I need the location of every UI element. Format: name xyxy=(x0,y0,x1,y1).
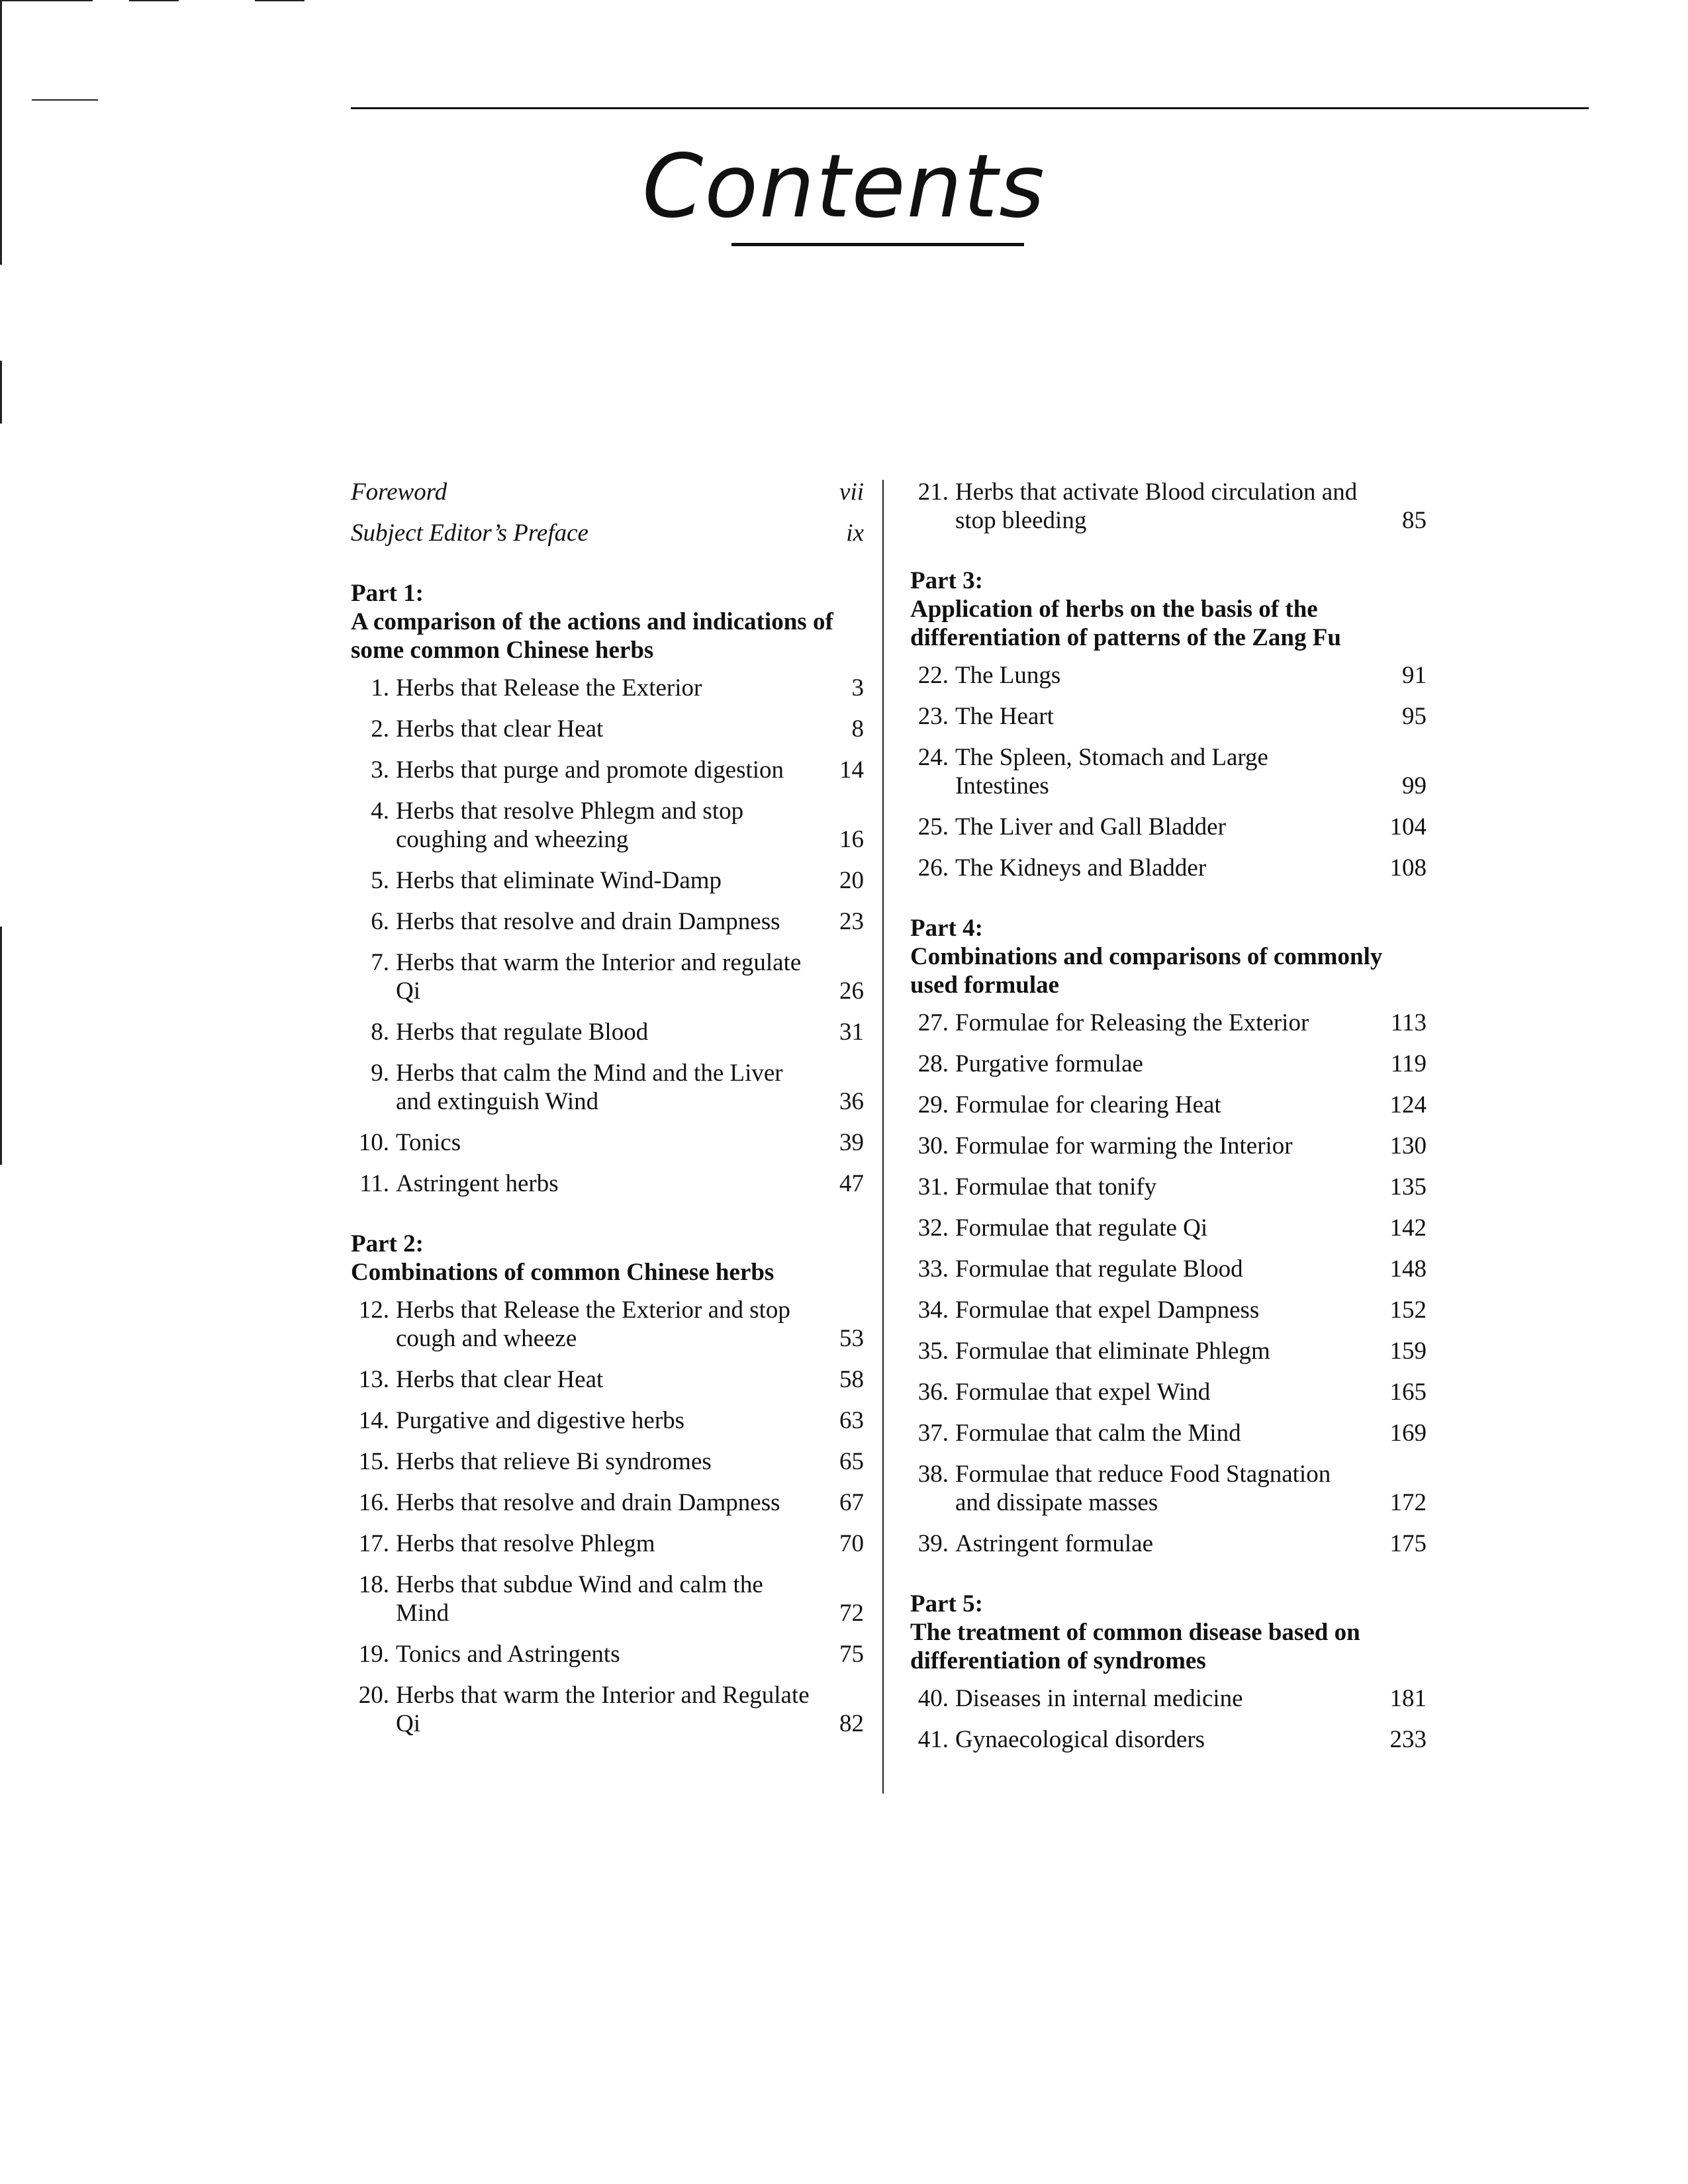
entry-title: Formulae for warming the Interior xyxy=(955,1132,1293,1160)
entry-page: 175 xyxy=(1389,1530,1427,1557)
toc-entry[interactable] xyxy=(910,813,1427,841)
entry-page: 20 xyxy=(839,867,864,894)
entry-title: The Spleen, Stomach and Large Intestines xyxy=(955,744,1268,799)
entry-page: 172 xyxy=(1389,1489,1427,1516)
toc-entry[interactable] xyxy=(351,1365,864,1394)
entry-title: Herbs that clear Heat xyxy=(396,1366,604,1393)
part-label: Part 4: xyxy=(910,915,983,942)
toc-entry[interactable] xyxy=(910,1255,1427,1283)
entry-title: Herbs that resolve Phlegm and stop coughing and wheezing xyxy=(396,797,744,853)
entry-page: 99 xyxy=(1402,772,1427,799)
entry-title: Purgative and digestive herbs xyxy=(396,1407,685,1434)
entry-title: Gynaecological disorders xyxy=(955,1726,1205,1753)
toc-entry[interactable] xyxy=(910,1460,1427,1517)
entry-page: 31 xyxy=(839,1019,864,1046)
entry-page: 70 xyxy=(839,1530,864,1557)
entry-page: 72 xyxy=(839,1600,864,1627)
entry-page: 58 xyxy=(839,1366,864,1393)
scan-edge-mark xyxy=(0,0,93,1)
scan-edge-mark xyxy=(0,927,2,1165)
entry-title: Herbs that clear Heat xyxy=(396,715,604,743)
entry-page: 26 xyxy=(839,978,864,1005)
entry-title: Herbs that regulate Blood xyxy=(396,1019,649,1046)
part-title: A comparison of the actions and indications of some common Chinese herbs xyxy=(351,608,833,664)
entry-page: 159 xyxy=(1389,1338,1427,1365)
entry-title: Astringent herbs xyxy=(396,1170,559,1197)
entry-title: Formulae for clearing Heat xyxy=(955,1091,1221,1118)
toc-entry[interactable] xyxy=(910,1529,1427,1558)
entry-title: Herbs that eliminate Wind-Damp xyxy=(396,867,722,894)
scan-edge-mark xyxy=(255,0,305,1)
entry-title: Astringent formulae xyxy=(955,1530,1153,1557)
toc-entry[interactable] xyxy=(351,797,864,854)
entry-page: 142 xyxy=(1389,1214,1427,1242)
entry-title: Formulae that regulate Qi xyxy=(955,1214,1208,1242)
part-title: Combinations of common Chinese herbs xyxy=(351,1259,774,1286)
entry-number: 27. xyxy=(917,1009,949,1036)
entry-number: 19. xyxy=(358,1641,389,1668)
entry-page: ix xyxy=(846,520,864,547)
entry-number: 2. xyxy=(371,715,389,743)
toc-left-column xyxy=(351,478,864,1751)
part-label: Part 1: xyxy=(351,580,424,607)
entry-number: 4. xyxy=(371,797,389,825)
entry-number: 34. xyxy=(917,1297,949,1324)
entry-number: 37. xyxy=(917,1420,949,1447)
entry-page: 36 xyxy=(839,1088,864,1115)
entry-title: The Heart xyxy=(955,703,1054,730)
entry-page: 113 xyxy=(1390,1009,1427,1036)
entry-number: 38. xyxy=(917,1461,949,1488)
entry-number: 31. xyxy=(917,1173,949,1201)
entry-page: 165 xyxy=(1389,1379,1427,1406)
toc-entry[interactable] xyxy=(351,1640,864,1668)
entry-number: 17. xyxy=(358,1530,389,1557)
entry-number: 20. xyxy=(358,1682,389,1709)
entry-page: 39 xyxy=(839,1129,864,1156)
entry-page: 8 xyxy=(851,715,864,743)
entry-number: 25. xyxy=(917,813,949,841)
toc-entry[interactable] xyxy=(910,1296,1427,1324)
toc-right-column xyxy=(910,478,1427,1766)
entry-page: 75 xyxy=(839,1641,864,1668)
toc-entry[interactable] xyxy=(910,1684,1427,1713)
toc-entry[interactable] xyxy=(910,1725,1427,1754)
entry-page: 91 xyxy=(1402,662,1427,689)
part-title: The treatment of common disease based on differentiation of syndromes xyxy=(910,1619,1360,1674)
entry-page: 85 xyxy=(1402,507,1427,534)
toc-entry[interactable] xyxy=(910,1091,1427,1119)
entry-page: 3 xyxy=(851,674,864,702)
entry-title: Herbs that resolve and drain Dampness xyxy=(396,1489,780,1516)
title-underline xyxy=(731,243,1024,246)
scan-edge-mark xyxy=(32,99,98,101)
entry-number: 24. xyxy=(917,744,949,771)
entry-title: Herbs that activate Blood circulation and stop bleeding xyxy=(955,478,1358,534)
scan-edge-mark xyxy=(0,361,2,424)
part-label: Part 3: xyxy=(910,567,983,594)
toc-entry[interactable] xyxy=(910,478,1427,535)
entry-page: 47 xyxy=(839,1170,864,1197)
entry-page: 65 xyxy=(839,1448,864,1475)
entry-number: 39. xyxy=(917,1530,949,1557)
part-title: Application of herbs on the basis of the differentiation of patterns of the Zang Fu xyxy=(910,596,1341,651)
entry-page: 63 xyxy=(839,1407,864,1434)
entry-title: Formulae that expel Dampness xyxy=(955,1297,1260,1324)
toc-entry[interactable] xyxy=(351,715,864,743)
entry-number: 3. xyxy=(371,756,389,784)
entry-page: 104 xyxy=(1389,813,1427,841)
toc-entry[interactable] xyxy=(351,1059,864,1116)
entry-page: 135 xyxy=(1389,1173,1427,1201)
entry-title: Formulae that tonify xyxy=(955,1173,1157,1201)
entry-title: The Lungs xyxy=(955,662,1061,689)
toc-entry[interactable] xyxy=(910,661,1427,690)
toc-entry[interactable] xyxy=(351,756,864,784)
toc-entry[interactable] xyxy=(910,743,1427,800)
entry-page: 152 xyxy=(1389,1297,1427,1324)
entry-number: 30. xyxy=(917,1132,949,1160)
toc-entry[interactable] xyxy=(910,1050,1427,1078)
part-heading xyxy=(910,1590,1427,1675)
entry-page: 124 xyxy=(1389,1091,1427,1118)
entry-page: 23 xyxy=(839,908,864,935)
part-title: Combinations and comparisons of commonly used formulae xyxy=(910,943,1383,999)
toc-entry[interactable] xyxy=(351,907,864,936)
front-matter-entry[interactable] xyxy=(351,478,864,506)
entry-number: 13. xyxy=(358,1366,389,1393)
entry-number: 5. xyxy=(371,867,389,894)
entry-title: Subject Editor’s Preface xyxy=(351,520,588,547)
entry-page: 119 xyxy=(1390,1050,1427,1077)
entry-title: Herbs that resolve and drain Dampness xyxy=(396,908,780,935)
toc-entry[interactable] xyxy=(910,1337,1427,1365)
entry-title: Herbs that subdue Wind and calm the Mind xyxy=(396,1571,763,1627)
front-matter-entry[interactable] xyxy=(351,519,864,547)
entry-page: 233 xyxy=(1389,1726,1427,1753)
toc-entry[interactable] xyxy=(351,948,864,1005)
entry-page: 82 xyxy=(839,1710,864,1737)
entry-title: Foreword xyxy=(351,478,447,506)
entry-number: 33. xyxy=(917,1255,949,1283)
part-label: Part 5: xyxy=(910,1590,983,1617)
entry-number: 36. xyxy=(917,1379,949,1406)
entry-number: 40. xyxy=(917,1685,949,1712)
entry-number: 1. xyxy=(371,674,389,702)
entry-number: 10. xyxy=(358,1129,389,1156)
entry-title: Herbs that purge and promote digestion xyxy=(396,756,784,784)
entry-page: 14 xyxy=(839,756,864,784)
entry-title: Herbs that warm the Interior and regulate Qi xyxy=(396,949,802,1005)
toc-entry[interactable] xyxy=(910,1378,1427,1406)
entry-page: 148 xyxy=(1389,1255,1427,1283)
toc-entry[interactable] xyxy=(910,854,1427,882)
toc-entry[interactable] xyxy=(351,1488,864,1517)
entry-title: Formulae that reduce Food Stagnation and dissipate masses xyxy=(955,1461,1331,1516)
entry-page: 53 xyxy=(839,1325,864,1352)
entry-title: Formulae that calm the Mind xyxy=(955,1420,1241,1447)
toc-entry[interactable] xyxy=(351,1128,864,1157)
toc-entry[interactable] xyxy=(351,1529,864,1558)
entry-number: 8. xyxy=(371,1019,389,1046)
entry-number: 35. xyxy=(917,1338,949,1365)
toc-entry[interactable] xyxy=(351,1447,864,1476)
entry-title: Tonics xyxy=(396,1129,461,1156)
toc-entry[interactable] xyxy=(351,1018,864,1046)
entry-title: Formulae that eliminate Phlegm xyxy=(955,1338,1270,1365)
entry-title: The Kidneys and Bladder xyxy=(955,854,1207,882)
entry-number: 28. xyxy=(917,1050,949,1077)
entry-title: Herbs that Release the Exterior xyxy=(396,674,702,702)
entry-number: 29. xyxy=(917,1091,949,1118)
entry-number: 11. xyxy=(359,1170,389,1197)
entry-number: 22. xyxy=(917,662,949,689)
toc-entry[interactable] xyxy=(351,1296,864,1353)
toc-entry[interactable] xyxy=(351,1681,864,1738)
entry-title: Herbs that Release the Exterior and stop cough and wheeze xyxy=(396,1297,790,1352)
toc-entry[interactable] xyxy=(351,674,864,702)
entry-number: 23. xyxy=(917,703,949,730)
toc-entry[interactable] xyxy=(910,1419,1427,1447)
toc-entry[interactable] xyxy=(351,1570,864,1627)
entry-number: 16. xyxy=(358,1489,389,1516)
entry-page: 130 xyxy=(1389,1132,1427,1160)
entry-title: Purgative formulae xyxy=(955,1050,1143,1077)
entry-number: 7. xyxy=(371,949,389,976)
toc-entry[interactable] xyxy=(910,702,1427,731)
entry-number: 9. xyxy=(371,1060,389,1087)
entry-number: 15. xyxy=(358,1448,389,1475)
entry-page: vii xyxy=(839,478,864,506)
part-heading xyxy=(351,1230,864,1287)
entry-title: The Liver and Gall Bladder xyxy=(955,813,1226,841)
entry-title: Formulae for Releasing the Exterior xyxy=(955,1009,1309,1036)
part-heading xyxy=(910,567,1427,652)
entry-number: 32. xyxy=(917,1214,949,1242)
toc-entry[interactable] xyxy=(910,1214,1427,1242)
entry-page: 181 xyxy=(1389,1685,1427,1712)
part-label: Part 2: xyxy=(351,1230,424,1257)
top-rule xyxy=(351,107,1589,109)
entry-number: 26. xyxy=(917,854,949,882)
entry-title: Diseases in internal medicine xyxy=(955,1685,1243,1712)
entry-title: Herbs that calm the Mind and the Liver and extinguish Wind xyxy=(396,1060,783,1115)
toc-entry[interactable] xyxy=(351,866,864,895)
toc-entry[interactable] xyxy=(351,1169,864,1198)
toc-entry[interactable] xyxy=(910,1009,1427,1037)
entry-title: Tonics and Astringents xyxy=(396,1641,620,1668)
entry-page: 67 xyxy=(839,1489,864,1516)
toc-entry[interactable] xyxy=(351,1406,864,1435)
page-title: Contents xyxy=(642,136,1046,238)
entry-title: Herbs that relieve Bi syndromes xyxy=(396,1448,712,1475)
part-heading xyxy=(910,914,1427,999)
entry-page: 95 xyxy=(1402,703,1427,730)
scan-edge-mark xyxy=(129,0,179,1)
entry-number: 18. xyxy=(358,1571,389,1598)
entry-number: 6. xyxy=(371,908,389,935)
entry-page: 108 xyxy=(1389,854,1427,882)
entry-title: Herbs that resolve Phlegm xyxy=(396,1530,655,1557)
entry-number: 21. xyxy=(917,478,949,506)
entry-title: Formulae that regulate Blood xyxy=(955,1255,1243,1283)
entry-number: 12. xyxy=(358,1297,389,1324)
toc-entry[interactable] xyxy=(910,1132,1427,1160)
part-heading xyxy=(351,579,864,664)
entry-title: Formulae that expel Wind xyxy=(955,1379,1211,1406)
entry-number: 14. xyxy=(358,1407,389,1434)
entry-page: 16 xyxy=(839,826,864,853)
entry-page: 169 xyxy=(1389,1420,1427,1447)
entry-number: 41. xyxy=(917,1726,949,1753)
entry-title: Herbs that warm the Interior and Regulate Qi xyxy=(396,1682,810,1737)
column-divider xyxy=(882,480,884,1794)
toc-entry[interactable] xyxy=(910,1173,1427,1201)
